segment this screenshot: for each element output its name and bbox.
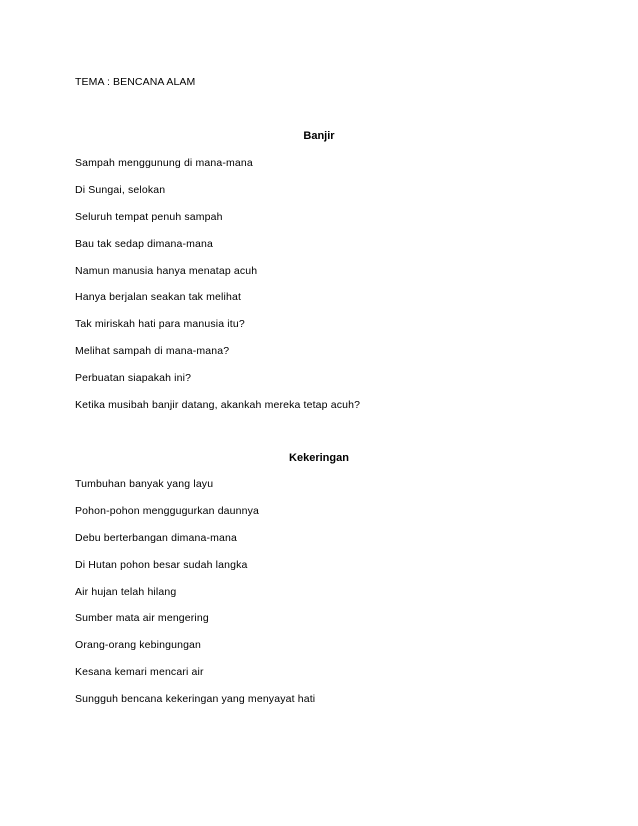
poem-kekeringan [75, 477, 315, 719]
poem-line: Bau tak sedap dimana-mana [75, 237, 213, 250]
poem-line: Tak miriskah hati para manusia itu? [75, 318, 245, 331]
poem-title-kekeringan: Kekeringan [289, 452, 349, 464]
poem-line: Sumber mata air mengering [75, 612, 209, 625]
poem-line: Kesana kemari mencari air [75, 666, 204, 679]
poem-line: Perbuatan siapakah ini? [75, 372, 192, 385]
poem-line: Tumbuhan banyak yang layu [75, 478, 214, 490]
poem-line: Sungguh bencana kekeringan yang menyayat hati [75, 693, 316, 706]
poem-line: Debu berterbangan dimana-mana [75, 531, 237, 544]
poem-line: Orang-orang kebingungan [75, 639, 202, 652]
poem-line: Melihat sampah di mana-mana? [75, 345, 230, 358]
poem-banjir [75, 156, 360, 425]
poem-line: Di Hutan pohon besar sudah langka [75, 558, 248, 571]
poem-line: Di Sungai, selokan [75, 183, 166, 196]
poem-line: Ketika musibah banjir datang, akankah mereka tetap acuh? [75, 399, 361, 412]
poem-title-banjir: Banjir [303, 130, 335, 142]
document-theme: TEMA : BENCANA ALAM [75, 76, 196, 88]
poem-line: Hanya berjalan seakan tak melihat [75, 291, 242, 304]
poem-line: Namun manusia hanya menatap acuh [75, 264, 258, 277]
poem-line: Air hujan telah hilang [75, 585, 177, 598]
poem-line: Pohon-pohon menggugurkan daunnya [75, 504, 260, 517]
poem-line: Sampah menggunung di mana-mana [75, 157, 253, 169]
poem-line: Seluruh tempat penuh sampah [75, 210, 223, 223]
